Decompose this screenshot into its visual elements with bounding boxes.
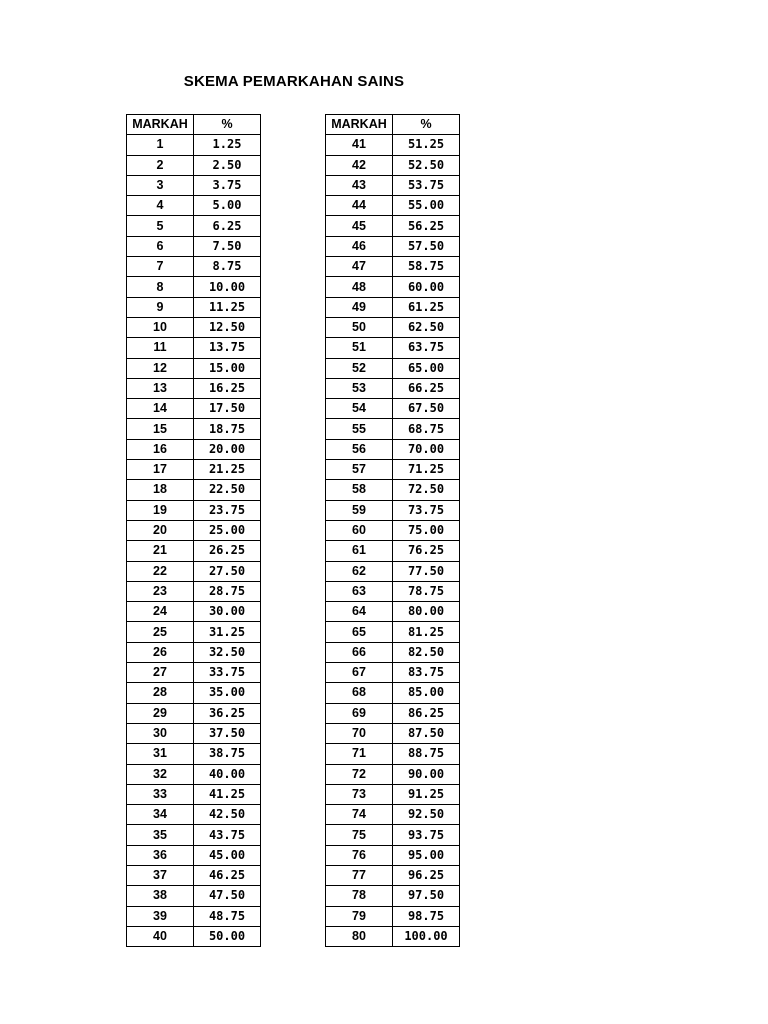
markah-cell: 10 (127, 317, 194, 337)
score-table-left (126, 114, 261, 947)
table-row (127, 541, 261, 561)
markah-cell: 9 (127, 297, 194, 317)
percent-cell: 48.75 (194, 906, 261, 926)
table-row (127, 216, 261, 236)
percent-cell: 27.50 (194, 561, 261, 581)
markah-cell: 76 (326, 845, 393, 865)
percent-cell: 45.00 (194, 845, 261, 865)
markah-cell: 44 (326, 196, 393, 216)
markah-cell: 5 (127, 216, 194, 236)
markah-cell: 61 (326, 541, 393, 561)
markah-cell: 75 (326, 825, 393, 845)
percent-cell: 10.00 (194, 277, 261, 297)
markah-cell: 80 (326, 926, 393, 946)
table-row (127, 805, 261, 825)
percent-cell: 36.25 (194, 703, 261, 723)
markah-cell: 14 (127, 399, 194, 419)
table-header-row (127, 115, 261, 135)
markah-cell: 70 (326, 723, 393, 743)
percent-cell: 60.00 (393, 277, 460, 297)
table-row (127, 480, 261, 500)
markah-cell: 31 (127, 744, 194, 764)
percent-cell: 28.75 (194, 581, 261, 601)
table-row (127, 358, 261, 378)
table-row (326, 541, 460, 561)
percent-cell: 22.50 (194, 480, 261, 500)
table-row (127, 561, 261, 581)
table-row (326, 865, 460, 885)
score-table-right (325, 114, 460, 947)
markah-cell: 72 (326, 764, 393, 784)
markah-cell: 71 (326, 744, 393, 764)
markah-cell: 28 (127, 683, 194, 703)
markah-cell: 2 (127, 155, 194, 175)
markah-cell: 50 (326, 317, 393, 337)
table-row (326, 419, 460, 439)
percent-cell: 76.25 (393, 541, 460, 561)
markah-cell: 56 (326, 439, 393, 459)
percent-cell: 35.00 (194, 683, 261, 703)
table-row (326, 399, 460, 419)
markah-cell: 41 (326, 135, 393, 155)
table-row (127, 175, 261, 195)
table-row (127, 845, 261, 865)
markah-cell: 68 (326, 683, 393, 703)
markah-cell: 25 (127, 622, 194, 642)
table-row (127, 865, 261, 885)
table-row (326, 257, 460, 277)
table-row (127, 642, 261, 662)
markah-cell: 16 (127, 439, 194, 459)
percent-cell: 38.75 (194, 744, 261, 764)
table-row (326, 460, 460, 480)
markah-cell: 52 (326, 358, 393, 378)
percent-cell: 72.50 (393, 480, 460, 500)
markah-cell: 64 (326, 602, 393, 622)
percent-cell: 80.00 (393, 602, 460, 622)
markah-cell: 36 (127, 845, 194, 865)
markah-cell: 7 (127, 257, 194, 277)
markah-cell: 63 (326, 581, 393, 601)
table-row (326, 277, 460, 297)
markah-cell: 65 (326, 622, 393, 642)
percent-cell: 25.00 (194, 520, 261, 540)
table-row (127, 886, 261, 906)
table-row (326, 317, 460, 337)
percent-cell: 32.50 (194, 642, 261, 662)
percent-cell: 8.75 (194, 257, 261, 277)
score-table-body (326, 135, 460, 947)
markah-cell: 60 (326, 520, 393, 540)
markah-cell: 58 (326, 480, 393, 500)
percent-cell: 17.50 (194, 399, 261, 419)
percent-cell: 47.50 (194, 886, 261, 906)
table-row (127, 399, 261, 419)
percent-cell: 41.25 (194, 784, 261, 804)
percent-cell: 62.50 (393, 317, 460, 337)
markah-cell: 78 (326, 886, 393, 906)
percent-cell: 5.00 (194, 196, 261, 216)
table-row (127, 257, 261, 277)
markah-cell: 42 (326, 155, 393, 175)
markah-cell: 23 (127, 581, 194, 601)
table-row (326, 297, 460, 317)
markah-cell: 62 (326, 561, 393, 581)
table-row (127, 602, 261, 622)
percent-cell: 83.75 (393, 663, 460, 683)
table-row (127, 439, 261, 459)
percent-cell: 1.25 (194, 135, 261, 155)
table-row (326, 338, 460, 358)
percent-cell: 86.25 (393, 703, 460, 723)
markah-cell: 73 (326, 784, 393, 804)
percent-cell: 37.50 (194, 723, 261, 743)
markah-cell: 45 (326, 216, 393, 236)
percent-cell: 7.50 (194, 236, 261, 256)
table-row (326, 926, 460, 946)
percent-cell: 18.75 (194, 419, 261, 439)
percent-cell: 52.50 (393, 155, 460, 175)
percent-cell: 56.25 (393, 216, 460, 236)
table-row (127, 500, 261, 520)
percent-cell: 53.75 (393, 175, 460, 195)
markah-cell: 8 (127, 277, 194, 297)
percent-cell: 21.25 (194, 460, 261, 480)
percent-cell: 30.00 (194, 602, 261, 622)
table-row (127, 764, 261, 784)
table-row (127, 906, 261, 926)
percent-cell: 40.00 (194, 764, 261, 784)
percent-cell: 55.00 (393, 196, 460, 216)
table-row (326, 439, 460, 459)
table-row (326, 744, 460, 764)
percent-cell: 90.00 (393, 764, 460, 784)
percent-cell: 6.25 (194, 216, 261, 236)
table-row (127, 277, 261, 297)
table-row (326, 520, 460, 540)
markah-cell: 11 (127, 338, 194, 358)
markah-cell: 47 (326, 257, 393, 277)
table-row (326, 378, 460, 398)
markah-cell: 40 (127, 926, 194, 946)
percent-cell: 11.25 (194, 297, 261, 317)
markah-cell: 26 (127, 642, 194, 662)
markah-cell: 13 (127, 378, 194, 398)
markah-cell: 15 (127, 419, 194, 439)
markah-cell: 43 (326, 175, 393, 195)
table-row (326, 845, 460, 865)
table-row (127, 622, 261, 642)
markah-cell: 59 (326, 500, 393, 520)
percent-cell: 73.75 (393, 500, 460, 520)
table-row (127, 378, 261, 398)
table-row (127, 297, 261, 317)
percent-cell: 58.75 (393, 257, 460, 277)
markah-cell: 35 (127, 825, 194, 845)
markah-cell: 18 (127, 480, 194, 500)
markah-cell: 48 (326, 277, 393, 297)
percent-cell: 43.75 (194, 825, 261, 845)
table-row (326, 764, 460, 784)
percent-cell: 67.50 (393, 399, 460, 419)
percent-cell: 16.25 (194, 378, 261, 398)
markah-cell: 49 (326, 297, 393, 317)
table-row (326, 216, 460, 236)
page-title: SKEMA PEMARKAHAN SAINS (183, 73, 405, 90)
table-row (127, 317, 261, 337)
markah-cell: 55 (326, 419, 393, 439)
markah-cell: 12 (127, 358, 194, 378)
markah-cell: 54 (326, 399, 393, 419)
header-markah: MARKAH (326, 115, 393, 135)
table-row (127, 784, 261, 804)
markah-cell: 34 (127, 805, 194, 825)
percent-cell: 93.75 (393, 825, 460, 845)
table-row (326, 581, 460, 601)
markah-cell: 69 (326, 703, 393, 723)
percent-cell: 65.00 (393, 358, 460, 378)
markah-cell: 51 (326, 338, 393, 358)
score-table-body (127, 135, 261, 947)
table-row (326, 784, 460, 804)
markah-cell: 20 (127, 520, 194, 540)
markah-cell: 66 (326, 642, 393, 662)
table-row (326, 683, 460, 703)
percent-cell: 100.00 (393, 926, 460, 946)
percent-cell: 78.75 (393, 581, 460, 601)
percent-cell: 96.25 (393, 865, 460, 885)
percent-cell: 88.75 (393, 744, 460, 764)
markah-cell: 27 (127, 663, 194, 683)
table-row (127, 135, 261, 155)
percent-cell: 20.00 (194, 439, 261, 459)
markah-cell: 67 (326, 663, 393, 683)
markah-cell: 24 (127, 602, 194, 622)
table-row (326, 561, 460, 581)
percent-cell: 57.50 (393, 236, 460, 256)
table-row (326, 602, 460, 622)
percent-cell: 77.50 (393, 561, 460, 581)
percent-cell: 31.25 (194, 622, 261, 642)
table-row (127, 460, 261, 480)
markah-cell: 38 (127, 886, 194, 906)
table-row (326, 825, 460, 845)
table-row (127, 520, 261, 540)
table-row (326, 703, 460, 723)
table-row (326, 663, 460, 683)
percent-cell: 70.00 (393, 439, 460, 459)
markah-cell: 32 (127, 764, 194, 784)
table-row (127, 196, 261, 216)
table-row (127, 155, 261, 175)
markah-cell: 29 (127, 703, 194, 723)
percent-cell: 15.00 (194, 358, 261, 378)
header-markah: MARKAH (127, 115, 194, 135)
markah-cell: 39 (127, 906, 194, 926)
percent-cell: 92.50 (393, 805, 460, 825)
percent-cell: 26.25 (194, 541, 261, 561)
percent-cell: 71.25 (393, 460, 460, 480)
table-row (127, 419, 261, 439)
percent-cell: 13.75 (194, 338, 261, 358)
percent-cell: 42.50 (194, 805, 261, 825)
table-row (127, 236, 261, 256)
table-row (127, 338, 261, 358)
percent-cell: 33.75 (194, 663, 261, 683)
markah-cell: 33 (127, 784, 194, 804)
markah-cell: 22 (127, 561, 194, 581)
percent-cell: 2.50 (194, 155, 261, 175)
table-row (326, 480, 460, 500)
table-row (326, 906, 460, 926)
table-row (326, 622, 460, 642)
percent-cell: 12.50 (194, 317, 261, 337)
markah-cell: 19 (127, 500, 194, 520)
markah-cell: 1 (127, 135, 194, 155)
markah-cell: 79 (326, 906, 393, 926)
percent-cell: 87.50 (393, 723, 460, 743)
percent-cell: 46.25 (194, 865, 261, 885)
table-row (127, 663, 261, 683)
table-row (127, 581, 261, 601)
markah-cell: 53 (326, 378, 393, 398)
header-percent: % (194, 115, 261, 135)
markah-cell: 46 (326, 236, 393, 256)
percent-cell: 85.00 (393, 683, 460, 703)
markah-cell: 4 (127, 196, 194, 216)
table-row (326, 886, 460, 906)
markah-cell: 3 (127, 175, 194, 195)
percent-cell: 95.00 (393, 845, 460, 865)
percent-cell: 82.50 (393, 642, 460, 662)
percent-cell: 75.00 (393, 520, 460, 540)
percent-cell: 3.75 (194, 175, 261, 195)
table-row (127, 723, 261, 743)
markah-cell: 74 (326, 805, 393, 825)
table-header-row (326, 115, 460, 135)
table-row (326, 642, 460, 662)
percent-cell: 50.00 (194, 926, 261, 946)
percent-cell: 91.25 (393, 784, 460, 804)
percent-cell: 61.25 (393, 297, 460, 317)
markah-cell: 57 (326, 460, 393, 480)
table-row (127, 744, 261, 764)
markah-cell: 77 (326, 865, 393, 885)
table-row (127, 926, 261, 946)
table-row (326, 358, 460, 378)
table-row (326, 236, 460, 256)
percent-cell: 68.75 (393, 419, 460, 439)
percent-cell: 97.50 (393, 886, 460, 906)
percent-cell: 81.25 (393, 622, 460, 642)
table-row (326, 175, 460, 195)
table-row (326, 155, 460, 175)
table-row (326, 500, 460, 520)
percent-cell: 23.75 (194, 500, 261, 520)
markah-cell: 37 (127, 865, 194, 885)
table-row (326, 723, 460, 743)
percent-cell: 66.25 (393, 378, 460, 398)
percent-cell: 98.75 (393, 906, 460, 926)
markah-cell: 21 (127, 541, 194, 561)
table-row (127, 683, 261, 703)
header-percent: % (393, 115, 460, 135)
markah-cell: 6 (127, 236, 194, 256)
table-row (127, 703, 261, 723)
percent-cell: 51.25 (393, 135, 460, 155)
table-row (326, 196, 460, 216)
table-row (326, 135, 460, 155)
table-row (127, 825, 261, 845)
markah-cell: 30 (127, 723, 194, 743)
percent-cell: 63.75 (393, 338, 460, 358)
markah-cell: 17 (127, 460, 194, 480)
table-row (326, 805, 460, 825)
